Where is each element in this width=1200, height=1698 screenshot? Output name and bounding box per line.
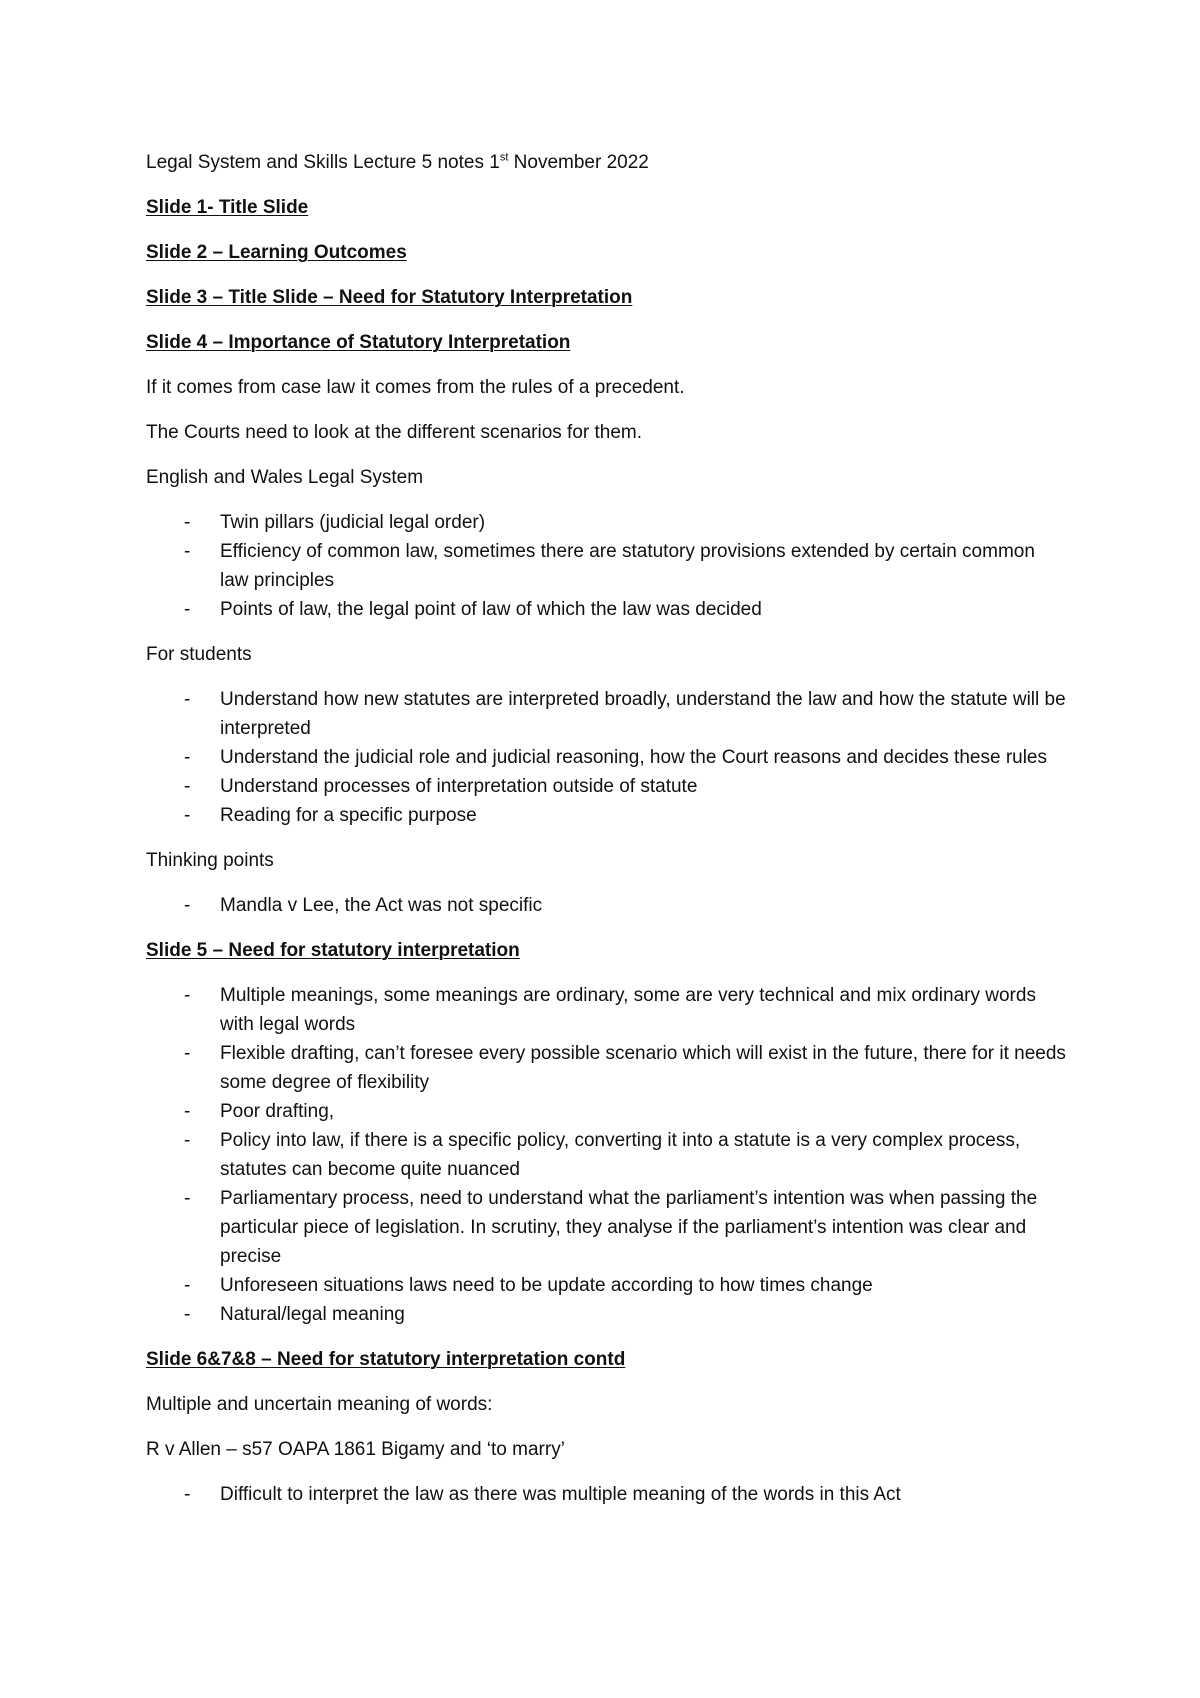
paragraph: If it comes from case law it comes from the rules of a precedent. [146, 377, 685, 398]
list-item [146, 1039, 1066, 1097]
list-item-text: Unforeseen situations laws need to be update according to how times change [220, 1275, 873, 1296]
document-body [146, 148, 1066, 1525]
list-item-text: Parliamentary process, need to understand what the parliament’s intention was when passing the particular piece of legislation. In scrutiny, they analyse if the parliament’s intention was clear and precise [220, 1188, 1038, 1267]
dash-list [146, 1480, 1066, 1509]
list-item-text: Mandla v Lee, the Act was not specific [220, 895, 543, 916]
dash-bullet-icon: - [184, 1043, 191, 1064]
list-item [146, 1300, 1066, 1329]
dash-bullet-icon: - [184, 776, 191, 797]
document-title-date: November 2022 [508, 152, 649, 173]
dash-bullet-icon: - [184, 512, 191, 533]
paragraph: The Courts need to look at the different scenarios for them. [146, 422, 643, 443]
dash-bullet-icon: - [184, 895, 191, 916]
list-item [146, 595, 1066, 624]
dash-list [146, 685, 1066, 830]
dash-list [146, 981, 1066, 1329]
list-item [146, 1126, 1066, 1184]
dash-bullet-icon: - [184, 1101, 191, 1122]
list-item-text: Understand the judicial role and judicial reasoning, how the Court reasons and decides these rules [220, 747, 1048, 768]
document-title [146, 148, 1066, 177]
dash-bullet-icon: - [184, 747, 191, 768]
document-blocks [146, 193, 1066, 1509]
dash-bullet-icon: - [184, 1275, 191, 1296]
dash-bullet-icon: - [184, 1130, 191, 1151]
list-item [146, 743, 1066, 772]
list-item-text: Understand processes of interpretation outside of statute [220, 776, 698, 797]
dash-bullet-icon: - [184, 1484, 191, 1505]
dash-bullet-icon: - [184, 689, 191, 710]
paragraph: Thinking points [146, 850, 274, 871]
list-item-text: Understand how new statutes are interpreted broadly, understand the law and how the statute will be interpreted [220, 689, 1066, 739]
list-item [146, 981, 1066, 1039]
section-heading: Slide 2 – Learning Outcomes [146, 242, 407, 263]
section-heading: Slide 4 – Importance of Statutory Interpretation [146, 332, 571, 353]
paragraph: R v Allen – s57 OAPA 1861 Bigamy and ‘to marry’ [146, 1439, 565, 1460]
section-heading: Slide 6&7&8 – Need for statutory interpretation contd [146, 1349, 626, 1370]
list-item-text: Poor drafting, [220, 1101, 335, 1122]
list-item [146, 537, 1066, 595]
document-title-superscript: st [499, 151, 509, 164]
dash-list [146, 891, 1066, 920]
list-item [146, 1184, 1066, 1271]
dash-bullet-icon: - [184, 1304, 191, 1325]
list-item-text: Policy into law, if there is a specific policy, converting it into a statute is a very complex process, statutes can become quite nuanced [220, 1130, 1021, 1180]
list-item-text: Twin pillars (judicial legal order) [220, 512, 486, 533]
list-item [146, 685, 1066, 743]
dash-bullet-icon: - [184, 599, 191, 620]
list-item-text: Reading for a specific purpose [220, 805, 477, 826]
list-item-text: Difficult to interpret the law as there was multiple meaning of the words in this Act [220, 1484, 901, 1505]
paragraph: For students [146, 644, 252, 665]
section-heading: Slide 1- Title Slide [146, 197, 309, 218]
list-item-text: Flexible drafting, can’t foresee every possible scenario which will exist in the future, there for it needs some degree of flexibility [220, 1043, 1066, 1093]
dash-bullet-icon: - [184, 985, 191, 1006]
section-heading: Slide 5 – Need for statutory interpretation [146, 940, 520, 961]
list-item-text: Natural/legal meaning [220, 1304, 405, 1325]
paragraph: English and Wales Legal System [146, 467, 424, 488]
paragraph: Multiple and uncertain meaning of words: [146, 1394, 493, 1415]
dash-bullet-icon: - [184, 541, 191, 562]
document-title-text: Legal System and Skills Lecture 5 notes 1 [146, 152, 500, 173]
list-item [146, 1097, 1066, 1126]
section-heading: Slide 3 – Title Slide – Need for Statutory Interpretation [146, 287, 633, 308]
list-item-text: Multiple meanings, some meanings are ordinary, some are very technical and mix ordinary words with legal words [220, 985, 1036, 1035]
dash-bullet-icon: - [184, 1188, 191, 1209]
list-item-text: Efficiency of common law, sometimes there are statutory provisions extended by certain common law principles [220, 541, 1035, 591]
list-item [146, 1271, 1066, 1300]
list-item [146, 891, 1066, 920]
list-item [146, 1480, 1066, 1509]
dash-list [146, 508, 1066, 624]
list-item [146, 772, 1066, 801]
list-item [146, 801, 1066, 830]
list-item-text: Points of law, the legal point of law of which the law was decided [220, 599, 762, 620]
list-item [146, 508, 1066, 537]
dash-bullet-icon: - [184, 805, 191, 826]
